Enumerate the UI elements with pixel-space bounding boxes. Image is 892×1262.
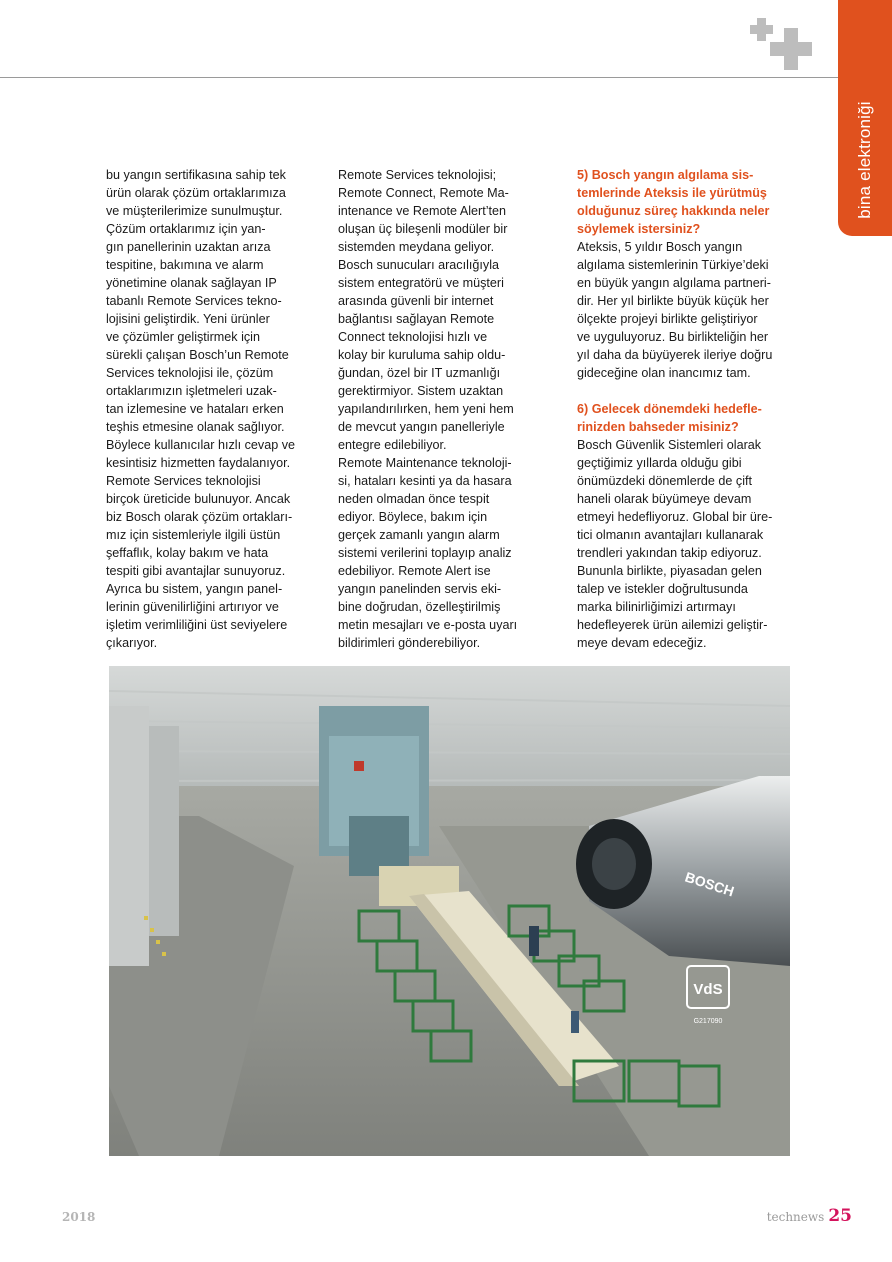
text-line: algılama sistemlerinin Türkiye’deki — [577, 258, 769, 272]
text-line: geçtiğimiz yıllarda olduğu gibi — [577, 456, 742, 470]
cert-logo: VdS — [693, 981, 723, 998]
text-line: ve uyguluyoruz. Bu birlikteliğin her — [577, 330, 769, 344]
text-line: Bosch Güvenlik Sistemleri olarak — [577, 438, 762, 452]
text-line: de mevcut yangın panelleriyle — [338, 420, 505, 434]
text-line: söylemek istersiniz? — [577, 222, 701, 236]
text-line: tespiti gibi avantajlar sunuyoruz. — [106, 564, 286, 578]
text-line: olduğunuz süreç hakkında neler — [577, 204, 770, 218]
text-line: gın panellerinin uzaktan arıza — [106, 240, 271, 254]
text-line: Çözüm ortaklarımız için yan- — [106, 222, 266, 236]
article-column-2 — [338, 166, 544, 652]
text-line: edebiliyor. Remote Alert ise — [338, 564, 491, 578]
text-line: biz Bosch olarak çözüm ortakları- — [106, 510, 293, 524]
text-line: lerinin güvenilirliğini artırıyor ve — [106, 600, 279, 614]
text-line: tici olmanın avantajları kullanarak — [577, 528, 764, 542]
text-line: en büyük yangın algılama partneri- — [577, 276, 771, 290]
answer-6 — [577, 436, 793, 652]
text-line: Bununla birlikte, piyasadan gelen — [577, 564, 762, 578]
text-line: Remote Services teknolojisi; — [338, 168, 497, 182]
text-line: talep ve istekler doğrultusunda — [577, 582, 748, 596]
text-line: bildirimleri gönderebiliyor. — [338, 636, 481, 650]
publication-name: technews — [766, 1210, 825, 1224]
text-line: mız için sistemleriyle ilgili üstün — [106, 528, 281, 542]
text-line: şeffaflık, kolay bakım ve hata — [106, 546, 269, 560]
article-column-1 — [106, 166, 316, 652]
text-line: işletim verimliliğini üst seviyelere — [106, 618, 288, 632]
text-line: Services teknolojisi ile, çözüm — [106, 366, 274, 380]
text-line: gideceğine olan inancımız tam. — [577, 366, 751, 380]
text-line: bu yangın sertifikasına sahip tek — [106, 168, 286, 182]
text-line: si, hataları kesinti ya da hasara — [338, 474, 512, 488]
text-line: tabanlı Remote Services tekno- — [106, 294, 282, 308]
text-line: gerçek zamanlı yangın alarm — [338, 528, 500, 542]
text-line: 5) Bosch yangın algılama sis- — [577, 168, 754, 182]
question-5 — [577, 166, 793, 238]
text-line: ortaklarımızın işletmeleri uzak- — [106, 384, 277, 398]
text-line: lojisini geliştirdik. Yeni ürünler — [106, 312, 270, 326]
section-tab — [838, 0, 892, 236]
text-line: marka bilinirliğimizi artırmayı — [577, 600, 736, 614]
text-line: yapılandırılırken, hem yeni hem — [338, 402, 514, 416]
text-line: etmeyi hedefliyoruz. Global bir üre- — [577, 510, 773, 524]
text-line: ve çözümler geliştirmek için — [106, 330, 260, 344]
text-line: sistemden meydana geliyor. — [338, 240, 495, 254]
text-line: Remote Maintenance teknoloji- — [338, 456, 512, 470]
text-line: haneli olarak büyümeye devam — [577, 492, 752, 506]
text-line: yangın panelinden servis eki- — [338, 582, 502, 596]
text-line: önümüzdeki dönemlerde de çift — [577, 474, 753, 488]
text-line: birçok üreticide bulunuyor. Ancak — [106, 492, 291, 506]
text-line: Connect teknolojisi hızlı ve — [338, 330, 488, 344]
text-line: teşhis etmesine olanak sağlıyor. — [106, 420, 285, 434]
text-line: gerektirmiyor. Sistem uzaktan — [338, 384, 504, 398]
cert-code: G217090 — [693, 1018, 723, 1025]
text-line: ediyor. Böylece, bakım için — [338, 510, 488, 524]
text-line: arasında güvenli bir internet — [338, 294, 494, 308]
text-line: Ateksis, 5 yıldır Bosch yangın — [577, 240, 743, 254]
footer-year: 2018 — [62, 1210, 96, 1224]
text-line: ğundan, özel bir IT uzmanlığı — [338, 366, 501, 380]
plus-decoration-icon — [750, 18, 814, 72]
text-line: dir. Her yıl birlikte büyük küçük her — [577, 294, 769, 308]
text-line: meye devam edeceğiz. — [577, 636, 707, 650]
text-line: bağlantısı sağlayan Remote — [338, 312, 495, 326]
text-line: intenance ve Remote Alert’ten — [338, 204, 507, 218]
header-rule — [0, 77, 838, 78]
text-line: Remote Services teknolojisi — [106, 474, 261, 488]
text-line: neden olmadan önce tespit — [338, 492, 490, 506]
factory-illustration — [109, 666, 790, 1156]
question-6 — [577, 400, 793, 436]
text-line: 6) Gelecek dönemdeki hedefle- — [577, 402, 762, 416]
text-line: sistem entegratörü ve müşteri — [338, 276, 504, 290]
footer-brand — [767, 1206, 852, 1226]
text-line: entegre edilebiliyor. — [338, 438, 447, 452]
text-line: Böylece kullanıcılar hızlı cevap ve — [106, 438, 295, 452]
text-line: bine doğrudan, özelleştirilmiş — [338, 600, 501, 614]
text-line: kolay bir kuruluma sahip oldu- — [338, 348, 506, 362]
section-label: bina elektroniği — [855, 101, 874, 219]
text-line: sürekli çalışan Bosch’un Remote — [106, 348, 289, 362]
text-line: ürün olarak çözüm ortaklarımıza — [106, 186, 286, 200]
text-line: hedefleyerek ürün ailemizi geliştir- — [577, 618, 768, 632]
text-line: çıkarıyor. — [106, 636, 158, 650]
text-line: tespitine, bakımına ve alarm — [106, 258, 264, 272]
text-line: ölçekte projeyi birlikte geliştiriyor — [577, 312, 758, 326]
text-line: tan izlemesine ve hataları erken — [106, 402, 284, 416]
page-number: 25 — [828, 1206, 852, 1226]
text-line: Remote Connect, Remote Ma- — [338, 186, 509, 200]
text-line: sistemi verilerini toplayıp analiz — [338, 546, 512, 560]
text-line: rinizden bahseder misiniz? — [577, 420, 739, 434]
article-column-3 — [577, 166, 793, 652]
text-line: yıl daha da büyüyerek ileriye doğru — [577, 348, 773, 362]
text-line: oluşan üç bileşenli modüler bir — [338, 222, 508, 236]
text-line: Ayrıca bu sistem, yangın panel- — [106, 582, 283, 596]
text-line: kesintisiz hizmetten faydalanıyor. — [106, 456, 291, 470]
camera-brand: BOSCH — [683, 868, 737, 900]
text-line: metin mesajları ve e-posta uyarı — [338, 618, 518, 632]
text-line: Bosch sunucuları aracılığıyla — [338, 258, 500, 272]
answer-5 — [577, 238, 793, 382]
text-line: yönetimine olanak sağlayan IP — [106, 276, 277, 290]
text-line: ve müşterilerimize sunulmuştur. — [106, 204, 283, 218]
factory-photo — [109, 666, 790, 1156]
text-line: trendleri yakından takip ediyoruz. — [577, 546, 762, 560]
text-line: temlerinde Ateksis ile yürütmüş — [577, 186, 767, 200]
